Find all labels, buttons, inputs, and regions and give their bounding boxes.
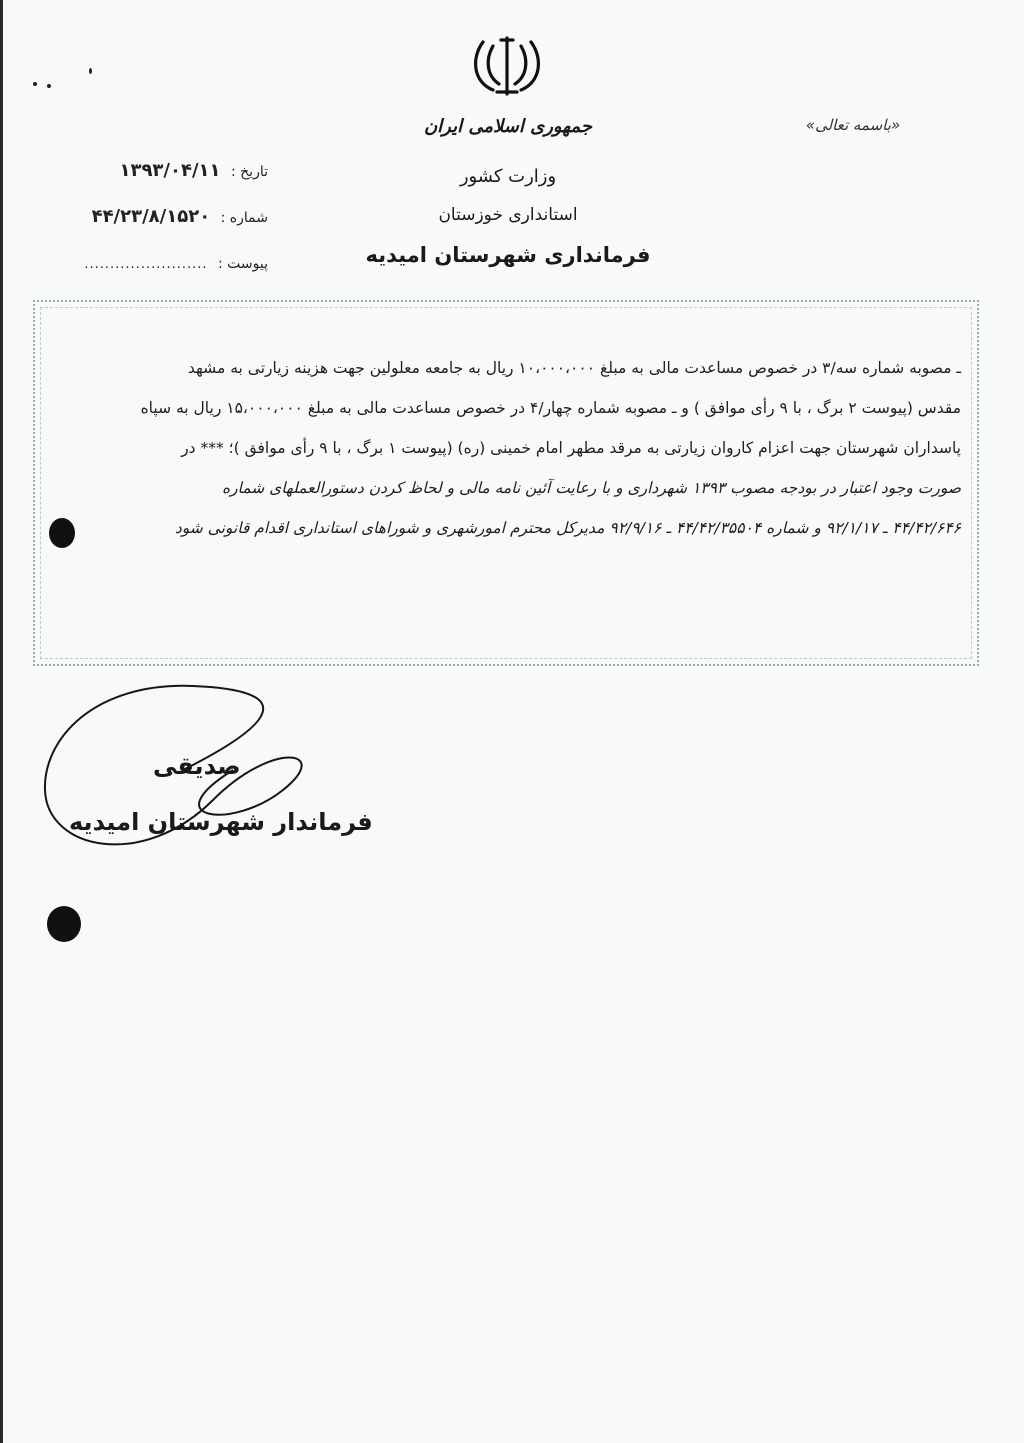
scan-speck bbox=[33, 82, 37, 86]
iran-emblem-icon bbox=[467, 30, 547, 100]
county-office-heading: فرمانداری شهرستان امیدیه bbox=[365, 243, 651, 267]
country-heading: جمهوری اسلامی ایران bbox=[423, 116, 593, 137]
date-field bbox=[63, 160, 268, 181]
number-label: شماره : bbox=[220, 210, 268, 226]
invocation-text: «باسمه تعالی» bbox=[805, 116, 901, 134]
attachment-field bbox=[63, 256, 268, 272]
ink-blot bbox=[49, 518, 75, 548]
number-value: ۴۴/۲۳/۸/۱۵۲۰ bbox=[91, 206, 211, 227]
body-line: پاسداران شهرستان جهت اعزام کاروان زیارتی به مرقد مطهر امام خمینی (ره) (پیوست ۱ برگ ، با ۹ رأی موافق )؛ *** در bbox=[181, 439, 961, 457]
body-line: مقدس (پیوست ۲ برگ ، با ۹ رأی موافق ) و ـ مصوبه شماره چهار/۴ در خصوص مساعدت مالی به مبلغ ۱۵،۰۰۰،۰۰۰ ریال به سپاه bbox=[140, 399, 961, 417]
body-line: ـ مصوبه شماره سه/۳ در خصوص مساعدت مالی به مبلغ ۱۰،۰۰۰،۰۰۰ ریال به جامعه معلولین جهت هزینه زیارتی به مشهد bbox=[187, 359, 961, 377]
signatory-title: فرماندار شهرستان امیدیه bbox=[69, 808, 373, 836]
body-line: ۴۴/۴۲/۶۴۶ ـ ۹۲/۱/۱۷ و شماره ۴۴/۴۲/۳۵۵۰۴ ـ ۹۲/۹/۱۶ مدیرکل محترم امورشهری و شوراهای استانداری اقدام قانونی شود bbox=[174, 519, 961, 537]
scan-speck bbox=[47, 84, 51, 88]
letter-body bbox=[51, 348, 961, 548]
scan-speck bbox=[89, 68, 92, 74]
province-office-heading: استانداری خوزستان bbox=[438, 205, 578, 225]
body-line: صورت وجود اعتبار در بودجه مصوب ۱۳۹۳ شهرداری و با رعایت آئین نامه مالی و لحاظ کردن دستورالعملهای شماره bbox=[221, 479, 961, 497]
number-field bbox=[63, 206, 268, 227]
ministry-heading: وزارت کشور bbox=[459, 166, 557, 187]
signatory-name: صدیقی bbox=[153, 752, 241, 780]
date-label: تاریخ : bbox=[230, 164, 268, 180]
date-value: ۱۳۹۳/۰۴/۱۱ bbox=[119, 160, 221, 181]
attachment-value: ........................ bbox=[84, 257, 208, 272]
ink-blot bbox=[47, 906, 81, 942]
attachment-label: پیوست : bbox=[218, 256, 268, 272]
signature-scribble-icon bbox=[33, 680, 353, 880]
